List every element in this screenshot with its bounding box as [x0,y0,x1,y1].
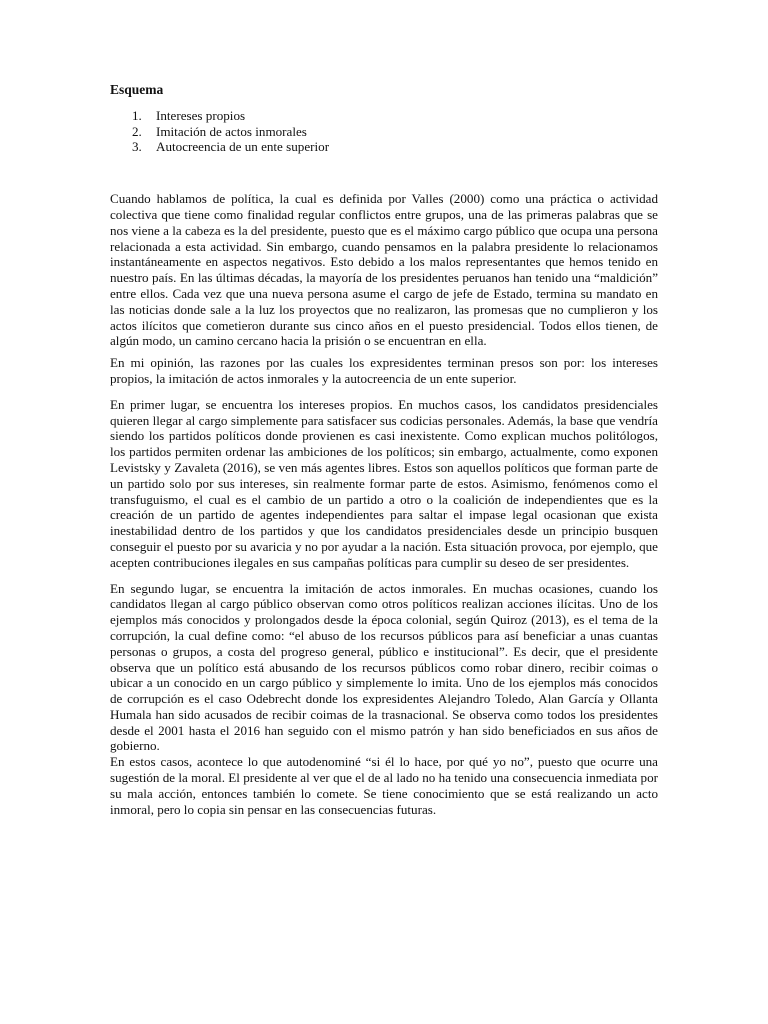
second-argument-paragraph: En segundo lugar, se encuentra la imitación de actos inmorales. En muchas ocasiones, cuando los candidatos llegan al cargo público observan como otros políticos realizan acciones ilícitas. Uno de los ejemplos más conocidos y prolongados desde la época colonial, según Quiroz (2013), es el tema de la corrupción, la cual define como: “el abuso de los recursos públicos para así beneficiar a unas cuantas personas o grupos, a costa del progreso general, público e institucional”. Es decir, que el presidente observa que un político está abusando de los recursos públicos como robar dinero, recibir coimas o ubicar a un conocido en un cargo público y simplemente lo imita. Uno de los ejemplos más conocidos de corrupción es el caso Odebrecht donde los expresidentes Alejandro Toledo, Alan García y Ollanta Humala han sido acusados de recibir coimas de la trasnacional. Se observa como todos los presidentes desde el 2001 hasta el 2016 han seguido con el mismo patrón y han sido beneficiados en sus años de gobierno. [110,580,658,754]
document-page [110,82,658,817]
outline-item-number: 1. [132,107,142,123]
outline-item-number: 3. [132,139,142,155]
outline-item [110,139,658,155]
outline-item [110,124,658,140]
outline-item-text: Imitación de actos inmorales [156,123,307,139]
outline-item [110,108,658,124]
thesis-paragraph: En mi opinión, las razones por las cuales los expresidentes terminan presos son por: los intereses propios, la imitación de actos inmorales y la autocreencia de un ente superior. [110,355,658,386]
intro-paragraph: Cuando hablamos de política, la cual es definida por Valles (2000) como una práctica o actividad colectiva que tiene como finalidad regular conflictos entre grupos, una de las primeras palabras que se nos viene a la cabeza es la del presidente, puesto que es el máximo cargo público que ocupa una persona relacionada a esta actividad. Sin embargo, cuando pensamos en la palabra presidente lo relacionamos instantáneamente en aspectos negativos. Esto debido a los malos representantes que hemos tenido en nuestro país. En las últimas décadas, la mayoría de los presidentes peruanos han tenido una “maldición” entre ellos. Cada vez que una nueva persona asume el cargo de jefe de Estado, termina su mandato en las noticias donde sale a la luz los proyectos que no realizaron, las promesas que no cumplieron y los actos ilícitos que cometieron durante sus cinco años en el puesto presidencial. Todos ellos tienen, de algún modo, un camino cercano hacia la prisión o se encuentran en ella. [110,191,658,349]
outline-list [110,108,658,155]
outline-item-text: Autocreencia de un ente superior [156,139,330,155]
outline-item-number: 2. [132,123,142,139]
outline-item-text: Intereses propios [156,107,246,123]
outline-heading: Esquema [110,82,164,97]
second-argument-continuation-paragraph: En estos casos, acontece lo que autodenominé “si él lo hace, por qué yo no”, puesto que ocurre una sugestión de la moral. El presidente al ver que el de al lado no ha tenido una consecuencia inmediata por su mala acción, entonces también lo comete. Se tiene conocimiento que se está realizando un acto inmoral, pero lo copia sin pensar en las consecuencias futuras. [110,754,658,817]
first-argument-paragraph: En primer lugar, se encuentra los intereses propios. En muchos casos, los candidatos presidenciales quieren llegar al cargo simplemente para satisfacer sus codicias personales. Además, la base que vendría siendo los partidos políticos donde provienen es casi inexistente. Como explican muchos politólogos, los partidos permiten ordenar las ambiciones de los políticos; sin embargo, actualmente, como exponen Levistsky y Zavaleta (2016), se ven más agentes libres. Estos son aquellos políticos que forman parte de un partido solo por sus intereses, sin realmente formar parte de estos. Asimismo, fenómenos como el transfuguismo, el cual es el cambio de un partido a otro o la coalición de independientes que es la creación de un partido de agentes independientes para saltar el impase legal ocasionan que exista inestabilidad dentro de los partidos y que los candidatos presidenciales desde un principio busquen conseguir el puesto por su avaricia y no por ayudar a la nación. Esta situación provoca, por ejemplo, que acepten contribuciones ilegales en sus campañas políticas para cumplir su deseo de ser presidentes. [110,396,658,570]
